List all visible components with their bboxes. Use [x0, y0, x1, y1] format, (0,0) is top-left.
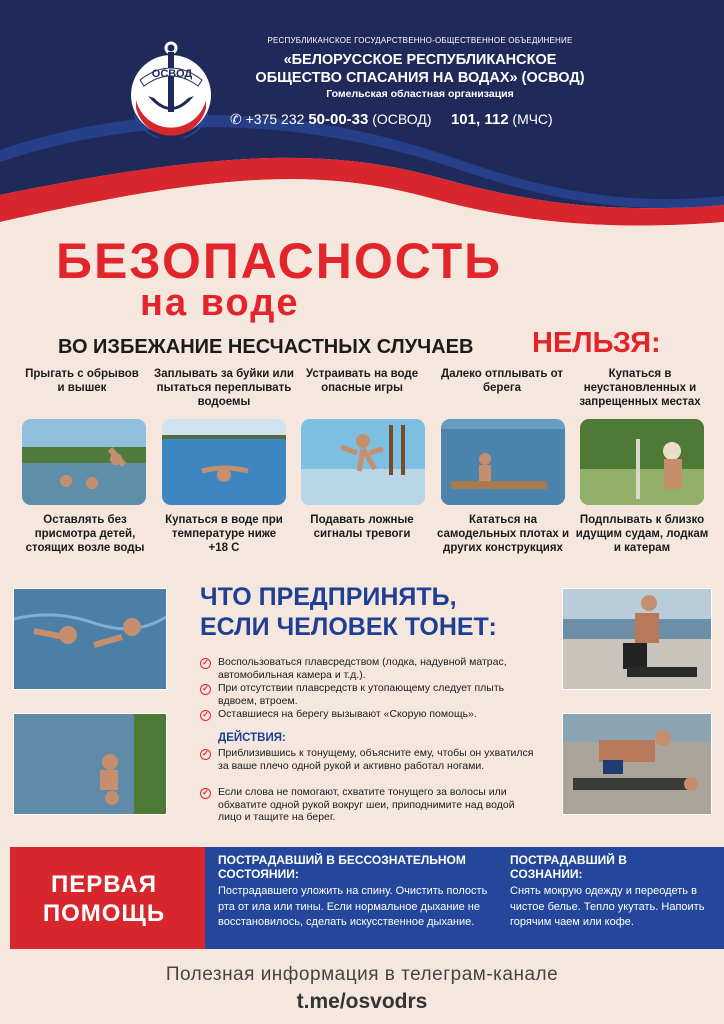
action-item-2: Если слова не помогают, схватите тонущего за волосы или обхватите одной рукой вокруг шеи, приподнимите над водой лицо и тащите на берег. [218, 786, 515, 823]
phone-main: 50-00-33 [308, 111, 369, 128]
caption-top-5: Купаться в неустановленных и запрещенных местах [579, 368, 701, 408]
photo-rescue-shore [13, 713, 167, 815]
first-aid-title: ПЕРВАЯ ПОМОЩЬ [42, 871, 166, 927]
photo-jumping [22, 419, 146, 505]
drowning-item-2: При отсутствии плавсредств к утопающему следует плыть вдвоем, втроем. [218, 682, 505, 707]
drowning-heading-line-1: ЧТО ПРЕДПРИНЯТЬ, [200, 583, 457, 611]
phone-icon: ✆ [230, 111, 242, 127]
phone-prefix: +375 232 [245, 111, 305, 127]
caption-bottom-3: Подавать ложные сигналы тревоги [310, 514, 414, 540]
forbidden-label: НЕЛЬЗЯ: [532, 327, 661, 359]
org-name [200, 51, 640, 87]
logo-text: ОСВОД [151, 68, 193, 80]
conscious-heading: ПОСТРАДАВШИЙ В СОЗНАНИИ: [510, 853, 627, 881]
unconscious-heading: ПОСТРАДАВШИЙ В БЕССОЗНАТЕЛЬНОМ СОСТОЯНИИ: [218, 853, 466, 881]
caption-top-2: Заплывать за буйки или пытаться переплывать водоемы [154, 368, 294, 408]
caption-top-1: Прыгать с обрывов и вышек [25, 368, 139, 394]
drowning-heading [200, 582, 497, 642]
drowning-heading-line-2: ЕСЛИ ЧЕЛОВЕК ТОНЕТ: [200, 613, 497, 641]
check-icon: ✓ [200, 788, 211, 799]
actions-heading: ДЕЙСТВИЯ: [218, 732, 286, 744]
caption-bottom-4: Кататься на самодельных плотах и других конструкциях [436, 514, 570, 554]
caption-bottom-2: Купаться в воде при температуре ниже +18 С [165, 514, 283, 554]
unconscious-text: Пострадавшего уложить на спину. Очистить полость рта от ила или тины. Если нормальное дыхание не восстановилось, сделать искусственное дыхание. [218, 885, 488, 928]
photo-dangerous-games [301, 419, 425, 505]
drowning-item-3: Оставшиеся на берегу вызывают «Скорую помощь». [218, 708, 477, 720]
check-icon: ✓ [200, 684, 211, 695]
footer-info: Полезная информация в телеграм-канале [165, 964, 559, 985]
photo-prohibited-place [580, 419, 704, 505]
phone-emergency-note: (МЧС) [512, 111, 553, 127]
org-name-line-1: «БЕЛОРУССКОЕ РЕСПУБЛИКАНСКОЕ [283, 52, 557, 68]
title-line-2: на воде [140, 282, 300, 324]
header-banner [0, 0, 724, 240]
phone-main-note: (ОСВОД) [372, 111, 432, 127]
check-icon: ✓ [200, 710, 211, 721]
drowning-item-1: Воспользоваться плавсредством (лодка, надувной матрас, автомобильная камера и т.д.). [218, 656, 507, 681]
caption-bottom-1: Оставлять без присмотра детей, стоящих возле воды [25, 514, 145, 554]
title-line-1: БЕЗОПАСНОСТЬ [56, 233, 503, 289]
phone-line [230, 111, 553, 128]
photo-swimming-far [162, 419, 286, 505]
subtitle: ВО ИЗБЕЖАНИЕ НЕСЧАСТНЫХ СЛУЧАЕВ [58, 336, 474, 358]
caption-top-4: Далеко отплывать от берега [441, 368, 563, 394]
check-icon: ✓ [200, 749, 211, 760]
org-name-line-2: ОБЩЕСТВО СПАСАНИЯ НА ВОДАХ» (ОСВОД) [255, 70, 585, 86]
conscious-text: Снять мокрую одежду и переодеть в чистое белье. Тепло укутать. Напоить горячим чаем или кофе. [510, 885, 705, 928]
photo-cpr-1 [562, 588, 712, 690]
photo-cpr-2 [562, 713, 712, 815]
org-type: РЕСПУБЛИКАНСКОЕ ГОСУДАРСТВЕННО-ОБЩЕСТВЕННОЕ ОБЪЕДИНЕНИЕ [267, 36, 573, 45]
phone-emergency: 101, 112 [450, 111, 509, 128]
caption-top-3: Устраивать на воде опасные игры [305, 368, 419, 394]
org-branch: Гомельская областная организация [326, 88, 514, 100]
caption-bottom-5: Подплывать к близко идущим судам, лодкам и катерам [575, 514, 709, 554]
action-item-1: Приблизившись к тонущему, объясните ему, чтобы он ухватился за ваше плечо одной рукой и активно работал ногами. [218, 747, 534, 772]
telegram-link[interactable]: t.me/osvodrs [296, 990, 428, 1013]
photo-raft [441, 419, 565, 505]
check-icon: ✓ [200, 658, 211, 669]
photo-rescue-water [13, 588, 167, 690]
